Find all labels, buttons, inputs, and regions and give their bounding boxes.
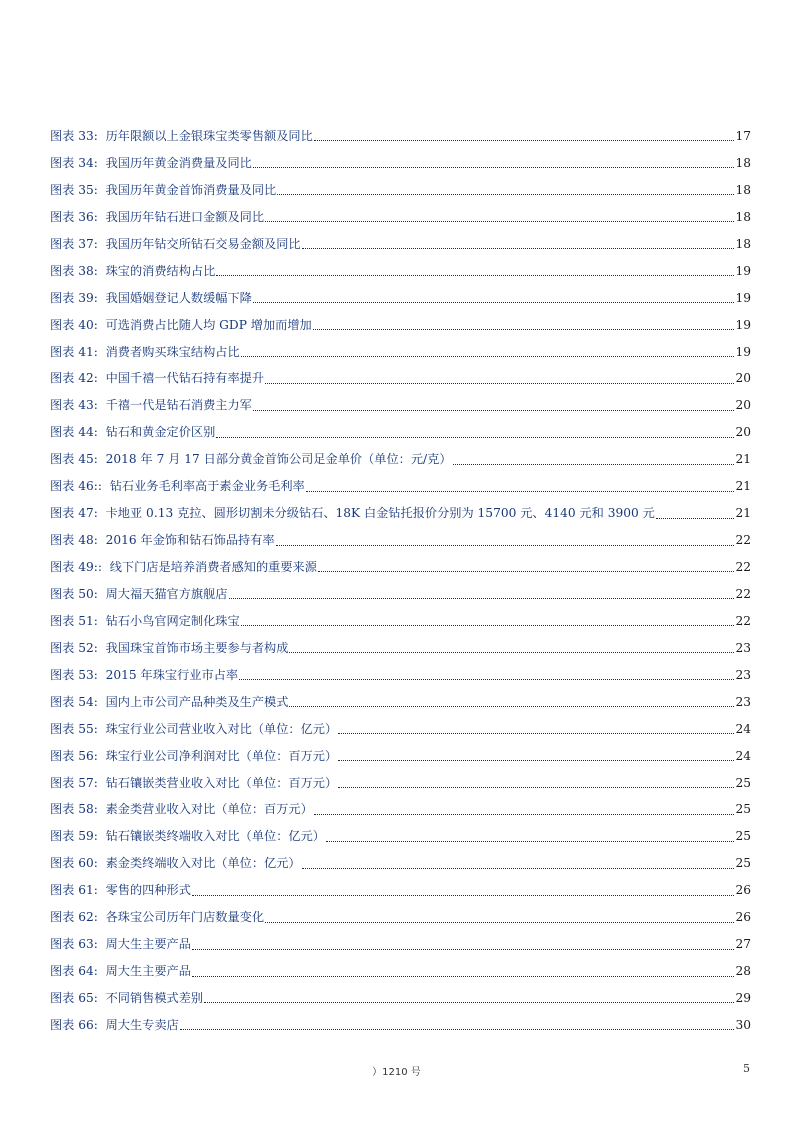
toc-entry-page: 20 xyxy=(735,398,751,413)
toc-entry-label: 图表 57: xyxy=(50,775,98,790)
toc-entry-title: 珠宝行业公司营业收入对比（单位：亿元） xyxy=(105,721,338,736)
toc-gap xyxy=(102,554,110,581)
toc-entry-label: 图表 33: xyxy=(50,129,98,143)
toc-gap xyxy=(98,581,106,608)
toc-entry[interactable] xyxy=(50,689,751,716)
toc-entry[interactable] xyxy=(50,958,751,985)
toc-entry-title: 我国婚姻登记人数缓幅下降 xyxy=(105,290,252,305)
toc-gap xyxy=(98,635,106,662)
toc-entry-title: 周大生主要产品 xyxy=(105,937,191,952)
toc-entry-title: 珠宝行业公司净利润对比（单位：百万元） xyxy=(105,748,338,763)
toc-entry-title: 2015 年珠宝行业市占率 xyxy=(105,667,239,682)
toc-gap xyxy=(98,796,106,823)
toc-dot-leader xyxy=(192,894,735,896)
toc-dot-leader xyxy=(253,301,735,303)
toc-dot-leader xyxy=(192,948,735,950)
toc-dot-leader xyxy=(314,813,735,815)
toc-gap xyxy=(98,392,106,419)
toc-entry-page: 21 xyxy=(735,479,751,494)
toc-entry-label: 图表 63: xyxy=(50,937,98,952)
toc-entry-title: 零售的四种形式 xyxy=(105,883,191,898)
toc-gap xyxy=(98,850,106,877)
toc-entry-label: 图表 50: xyxy=(50,586,98,601)
toc-entry-title: 可选消费占比随人均 GDP 增加而增加 xyxy=(105,317,312,332)
toc-entry-page: 22 xyxy=(735,586,751,601)
toc-entry-page: 23 xyxy=(735,640,751,655)
toc-entry-page: 19 xyxy=(735,290,751,305)
toc-entry[interactable] xyxy=(50,823,751,850)
toc-entry[interactable] xyxy=(50,985,751,1012)
toc-entry[interactable] xyxy=(50,527,751,554)
toc-gap xyxy=(98,150,106,177)
toc-entry[interactable] xyxy=(50,716,751,743)
toc-entry-page: 22 xyxy=(735,533,751,548)
toc-entry-title: 2018 年 7 月 17 日部分黄金首饰公司足金单价（单位：元/克） xyxy=(105,452,452,467)
toc-entry-label: 图表 61: xyxy=(50,883,98,898)
toc-gap xyxy=(98,285,106,312)
toc-entry-title: 我国历年黄金消费量及同比 xyxy=(105,155,252,170)
toc-gap xyxy=(98,258,106,285)
toc-entry[interactable] xyxy=(50,743,751,770)
toc-entry-title: 历年限额以上金银珠宝类零售额及同比 xyxy=(105,129,313,143)
toc-entry-page: 25 xyxy=(735,829,751,844)
toc-entry-page: 23 xyxy=(735,694,751,709)
toc-entry-label: 图表 36: xyxy=(50,209,98,224)
toc-entry-page: 29 xyxy=(735,991,751,1005)
toc-entry[interactable] xyxy=(50,258,751,285)
toc-dot-leader xyxy=(253,166,735,168)
toc-entry-label: 图表 51: xyxy=(50,613,98,628)
toc-entry[interactable] xyxy=(50,904,751,931)
toc-entry[interactable] xyxy=(50,392,751,419)
toc-entry-page: 23 xyxy=(735,667,751,682)
toc-dot-leader xyxy=(216,274,734,276)
toc-gap xyxy=(98,527,106,554)
toc-gap xyxy=(98,204,106,231)
toc-dot-leader xyxy=(180,1028,735,1030)
toc-entry-title: 我国历年黄金首饰消费量及同比 xyxy=(105,182,277,197)
toc-gap xyxy=(98,904,106,931)
toc-entry[interactable] xyxy=(50,554,751,581)
table-of-figures xyxy=(50,123,751,1039)
toc-entry-page: 24 xyxy=(735,748,751,763)
toc-dot-leader xyxy=(241,624,735,626)
toc-entry-label: 图表 56: xyxy=(50,748,98,763)
toc-entry-label: 图表 45: xyxy=(50,452,98,467)
toc-dot-leader xyxy=(453,463,735,465)
toc-entry-title: 周大福天猫官方旗舰店 xyxy=(105,586,228,601)
toc-entry-page: 25 xyxy=(735,775,751,790)
toc-entry-label: 图表 37: xyxy=(50,236,98,251)
toc-entry-title: 中国千禧一代钻石持有率提升 xyxy=(105,371,265,386)
toc-entry-label: 图表 42: xyxy=(50,371,98,386)
toc-entry[interactable] xyxy=(50,850,751,877)
toc-entry-page: 18 xyxy=(735,209,751,224)
toc-entry-page: 17 xyxy=(735,129,751,143)
toc-gap xyxy=(98,689,106,716)
toc-dot-leader xyxy=(326,840,734,842)
toc-entry-label: 图表 66: xyxy=(50,1017,98,1032)
toc-dot-leader xyxy=(289,651,734,653)
toc-entry-title: 消费者购买珠宝结构占比 xyxy=(105,344,240,359)
toc-gap xyxy=(98,312,106,339)
toc-dot-leader xyxy=(276,544,735,546)
toc-entry-page: 24 xyxy=(735,721,751,736)
toc-entry-page: 19 xyxy=(735,317,751,332)
toc-entry[interactable] xyxy=(50,177,751,204)
toc-entry-label: 图表 44: xyxy=(50,425,98,440)
toc-entry-page: 21 xyxy=(735,452,751,467)
toc-entry-label: 图表 58: xyxy=(50,802,98,817)
toc-entry-page: 18 xyxy=(735,155,751,170)
toc-entry[interactable] xyxy=(50,150,751,177)
toc-entry-title: 各珠宝公司历年门店数量变化 xyxy=(105,910,265,925)
toc-gap xyxy=(98,770,106,797)
toc-gap xyxy=(98,743,106,770)
toc-entry-label: 图表 62: xyxy=(50,910,98,925)
toc-entry-title: 线下门店是培养消费者感知的重要来源 xyxy=(109,560,317,574)
toc-entry[interactable] xyxy=(50,1012,751,1039)
toc-gap xyxy=(98,1012,106,1039)
toc-entry-label: 图表 39: xyxy=(50,290,98,305)
toc-gap xyxy=(98,662,106,689)
toc-entry-label: 图表 38: xyxy=(50,263,98,278)
toc-entry-page: 18 xyxy=(735,182,751,197)
toc-dot-leader xyxy=(338,759,734,761)
toc-dot-leader xyxy=(216,436,734,438)
toc-entry-title: 钻石业务毛利率高于素金业务毛利率 xyxy=(109,479,305,494)
toc-entry-label: 图表 64: xyxy=(50,964,98,979)
toc-gap xyxy=(102,473,110,500)
toc-entry-page: 20 xyxy=(735,425,751,440)
toc-gap xyxy=(98,231,106,258)
toc-dot-leader xyxy=(265,220,734,222)
toc-entry-page: 27 xyxy=(735,937,751,952)
toc-entry-page: 21 xyxy=(735,506,751,521)
toc-gap xyxy=(98,419,106,446)
toc-entry-title: 千禧一代是钻石消费主力军 xyxy=(105,398,252,413)
toc-dot-leader xyxy=(318,570,735,572)
toc-gap xyxy=(98,365,106,392)
toc-entry[interactable] xyxy=(50,339,751,366)
toc-dot-leader xyxy=(656,517,735,519)
toc-entry-label: 图表 35: xyxy=(50,182,98,197)
toc-entry-label: 图表 52: xyxy=(50,640,98,655)
toc-dot-leader xyxy=(314,139,735,141)
toc-dot-leader xyxy=(265,382,734,384)
toc-dot-leader xyxy=(306,490,735,492)
toc-dot-leader xyxy=(241,355,735,357)
toc-entry-title: 不同销售模式差别 xyxy=(105,991,204,1005)
toc-gap xyxy=(98,177,106,204)
toc-entry-title: 周大生专卖店 xyxy=(105,1017,179,1032)
toc-dot-leader xyxy=(192,975,735,977)
toc-entry-page: 25 xyxy=(735,856,751,871)
toc-entry-page: 30 xyxy=(735,1017,751,1032)
toc-entry-label: 图表 53: xyxy=(50,667,98,682)
toc-entry[interactable] xyxy=(50,608,751,635)
toc-entry-label: 图表 60: xyxy=(50,856,98,871)
toc-gap xyxy=(98,877,106,904)
toc-entry-page: 19 xyxy=(735,263,751,278)
toc-entry[interactable] xyxy=(50,204,751,231)
toc-entry-page: 19 xyxy=(735,344,751,359)
toc-entry-label: 图表 43: xyxy=(50,398,98,413)
footer-code: ）1210 号 xyxy=(372,1067,421,1078)
toc-entry[interactable] xyxy=(50,285,751,312)
toc-dot-leader xyxy=(253,409,735,411)
toc-entry-label: 图表 65: xyxy=(50,991,98,1005)
toc-entry-label: 图表 34: xyxy=(50,155,98,170)
toc-entry[interactable] xyxy=(50,365,751,392)
toc-entry[interactable] xyxy=(50,419,751,446)
toc-entry[interactable] xyxy=(50,662,751,689)
toc-dot-leader xyxy=(289,705,734,707)
toc-entry-title: 我国珠宝首饰市场主要参与者构成 xyxy=(105,640,289,655)
toc-entry[interactable] xyxy=(50,312,751,339)
toc-entry[interactable] xyxy=(50,770,751,797)
toc-dot-leader xyxy=(338,732,734,734)
toc-entry[interactable] xyxy=(50,581,751,608)
toc-dot-leader xyxy=(204,1001,734,1003)
toc-entry-title: 钻石镶嵌类终端收入对比（单位：亿元） xyxy=(105,829,325,844)
toc-gap xyxy=(98,716,106,743)
toc-entry[interactable] xyxy=(50,635,751,662)
toc-entry-label: 图表 48: xyxy=(50,533,98,548)
toc-entry[interactable] xyxy=(50,446,751,473)
toc-entry-page: 22 xyxy=(735,613,751,628)
toc-entry[interactable] xyxy=(50,473,751,500)
toc-entry-label: 图表 54: xyxy=(50,694,98,709)
toc-entry-page: 18 xyxy=(735,236,751,251)
toc-gap xyxy=(98,931,106,958)
toc-entry[interactable] xyxy=(50,796,751,823)
toc-entry-title: 卡地亚 0.13 克拉、圆形切割未分级钻石、18K 白金钻托报价分别为 15700 元、4140 元和 3900 元 xyxy=(105,506,655,521)
toc-entry-title: 钻石镶嵌类营业收入对比（单位：百万元） xyxy=(105,775,338,790)
toc-dot-leader xyxy=(229,597,735,599)
toc-entry[interactable] xyxy=(50,231,751,258)
toc-entry-page: 26 xyxy=(735,910,751,925)
toc-entry-title: 周大生主要产品 xyxy=(105,964,191,979)
toc-dot-leader xyxy=(338,786,734,788)
toc-entry-label: 图表 46:: xyxy=(50,479,102,494)
toc-dot-leader xyxy=(313,328,735,330)
toc-gap xyxy=(98,446,106,473)
toc-entry-label: 图表 40: xyxy=(50,317,98,332)
toc-gap xyxy=(98,958,106,985)
toc-entry-page: 22 xyxy=(735,560,751,574)
toc-gap xyxy=(98,123,106,150)
toc-entry-label: 图表 41: xyxy=(50,344,98,359)
toc-entry-title: 钻石和黄金定价区别 xyxy=(105,425,216,440)
toc-gap xyxy=(98,608,106,635)
toc-entry[interactable] xyxy=(50,931,751,958)
toc-entry[interactable] xyxy=(50,123,751,150)
page-number: 5 xyxy=(743,1062,750,1075)
toc-gap xyxy=(98,985,106,1012)
toc-entry-title: 2016 年金饰和钻石饰品持有率 xyxy=(105,533,275,548)
toc-entry-title: 钻石小鸟官网定制化珠宝 xyxy=(105,613,240,628)
toc-entry-title: 素金类营业收入对比（单位：百万元） xyxy=(105,802,313,817)
toc-gap xyxy=(98,500,106,527)
toc-entry-page: 26 xyxy=(735,883,751,898)
toc-dot-leader xyxy=(239,678,734,680)
toc-entry-page: 28 xyxy=(735,964,751,979)
toc-entry-label: 图表 55: xyxy=(50,721,98,736)
toc-entry-page: 25 xyxy=(735,802,751,817)
toc-entry[interactable] xyxy=(50,500,751,527)
toc-dot-leader xyxy=(265,921,734,923)
toc-entry-label: 图表 49:: xyxy=(50,560,102,574)
toc-entry-label: 图表 59: xyxy=(50,829,98,844)
toc-entry-label: 图表 47: xyxy=(50,506,98,521)
toc-entry-title: 珠宝的消费结构占比 xyxy=(105,263,216,278)
toc-entry-title: 国内上市公司产品种类及生产模式 xyxy=(105,694,289,709)
toc-gap xyxy=(98,823,106,850)
toc-entry-title: 我国历年钻石进口金额及同比 xyxy=(105,209,265,224)
toc-entry-title: 素金类终端收入对比（单位：亿元） xyxy=(105,856,301,871)
toc-entry-page: 20 xyxy=(735,371,751,386)
toc-entry[interactable] xyxy=(50,877,751,904)
toc-dot-leader xyxy=(302,867,735,869)
toc-gap xyxy=(98,339,106,366)
toc-entry-title: 我国历年钻交所钻石交易金额及同比 xyxy=(105,236,301,251)
toc-dot-leader xyxy=(277,193,734,195)
toc-dot-leader xyxy=(302,247,735,249)
